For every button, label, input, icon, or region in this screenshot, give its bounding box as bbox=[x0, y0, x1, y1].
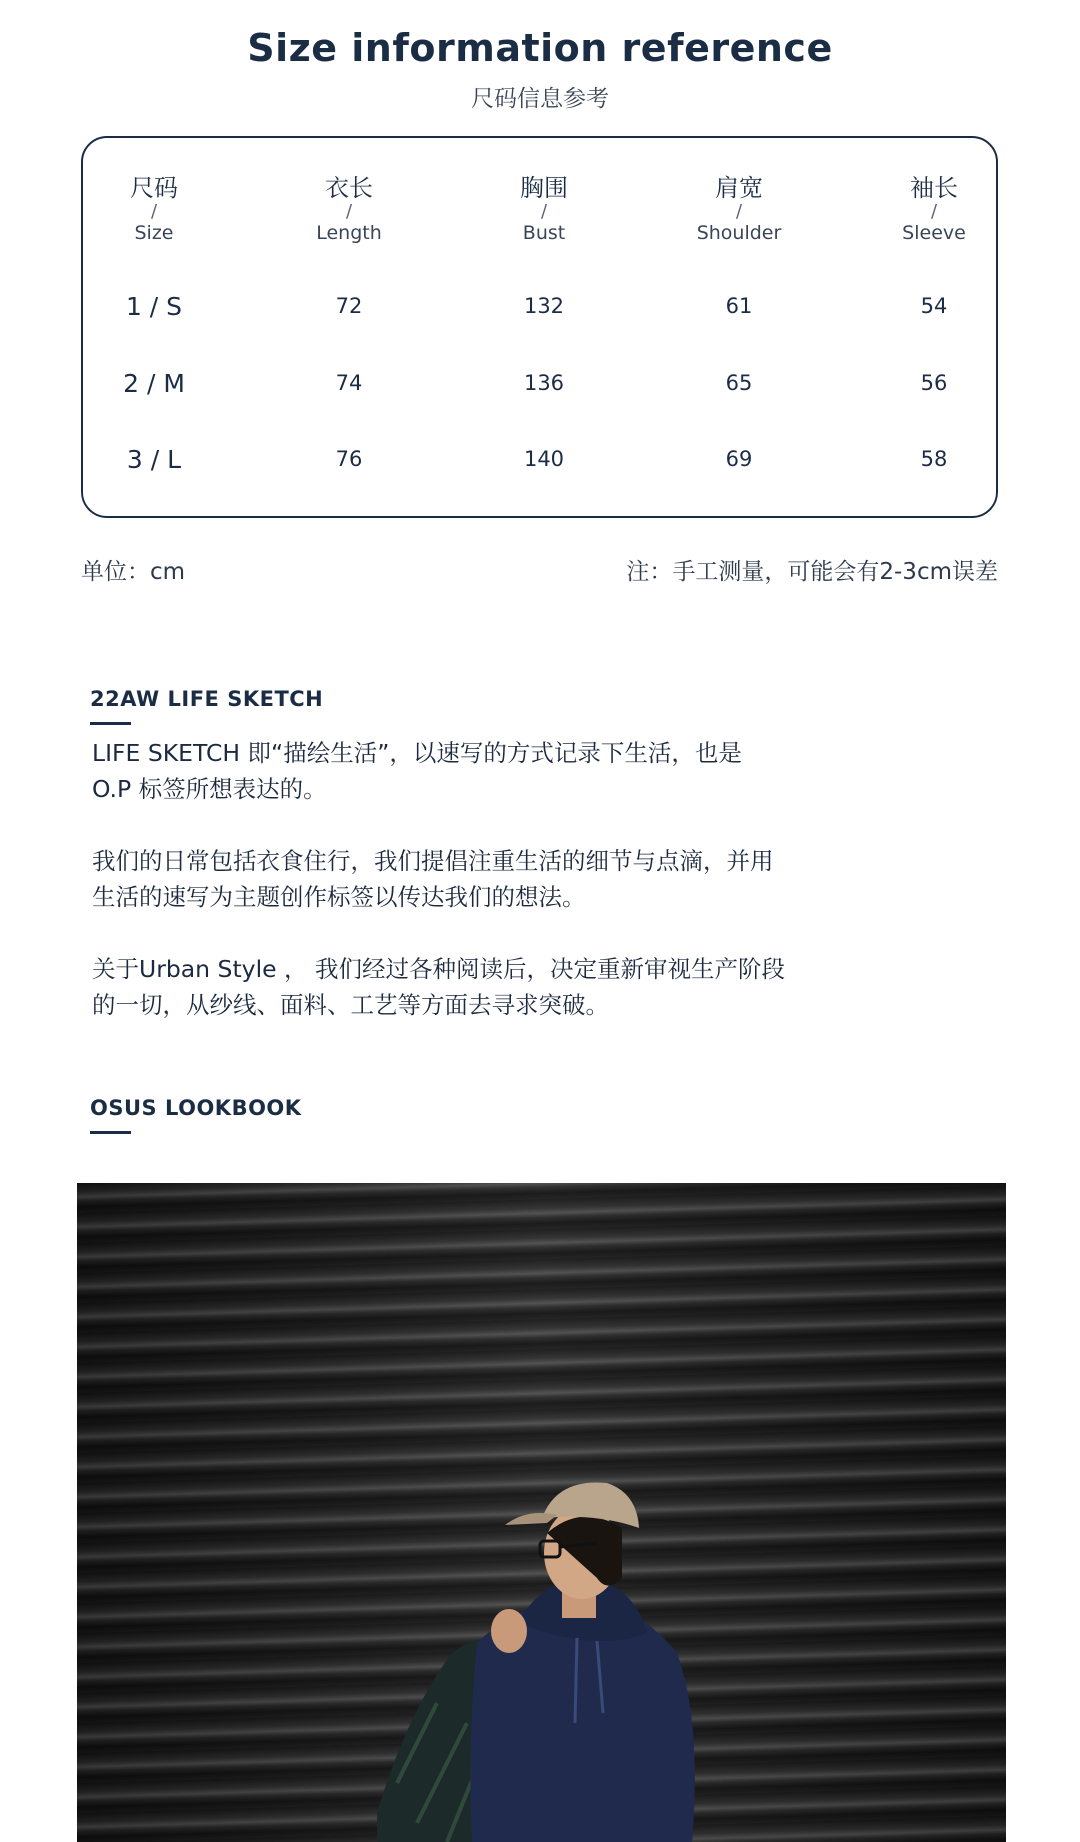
header-bust: 胸围 / Bust bbox=[520, 174, 568, 244]
measurement-note: 注：手工测量，可能会有2-3cm误差 bbox=[626, 559, 998, 585]
size-cell-s: 1 / S bbox=[125, 292, 183, 321]
lookbook-photo bbox=[77, 1183, 1006, 1842]
sketch-paragraph-2: 我们的日常包括衣食住行，我们提倡注重生活的细节与点滴，并用 生活的速写为主题创作标签以传达我们的想法。 bbox=[92, 847, 774, 911]
length-cell: 72 bbox=[335, 294, 363, 318]
sleeve-cell: 58 bbox=[920, 447, 948, 471]
shoulder-cell: 65 bbox=[725, 371, 753, 395]
sketch-section-title: 22AW LIFE SKETCH bbox=[90, 687, 324, 711]
size-table-card bbox=[81, 136, 998, 518]
sketch-paragraph-1: LIFE SKETCH 即“描绘生活”，以速写的方式记录下生活，也是 O.P 标签所想表达的。 bbox=[92, 739, 742, 803]
sketch-paragraph-3: 关于Urban Style ， 我们经过各种阅读后，决定重新审视生产阶段 的一切，从纱线、面料、工艺等方面去寻求突破。 bbox=[92, 955, 786, 1019]
page-title-cn: 尺码信息参考 bbox=[471, 86, 609, 112]
length-cell: 74 bbox=[335, 371, 363, 395]
bust-cell: 140 bbox=[523, 447, 565, 471]
lookbook-title-underline bbox=[90, 1131, 131, 1134]
page-title-en: Size information reference bbox=[247, 26, 833, 70]
sketch-title-underline bbox=[90, 722, 131, 725]
header-size: 尺码 / Size bbox=[130, 174, 178, 244]
shoulder-cell: 69 bbox=[725, 447, 753, 471]
model-figure bbox=[77, 1183, 1006, 1842]
bust-cell: 136 bbox=[523, 371, 565, 395]
bust-cell: 132 bbox=[523, 294, 565, 318]
lookbook-section-title: OSUS LOOKBOOK bbox=[90, 1096, 302, 1120]
sleeve-cell: 56 bbox=[920, 371, 948, 395]
header-length: 衣长 / Length bbox=[316, 174, 382, 244]
unit-label: 单位：cm bbox=[81, 559, 186, 585]
size-cell-l: 3 / L bbox=[126, 445, 182, 474]
sleeve-cell: 54 bbox=[920, 294, 948, 318]
length-cell: 76 bbox=[335, 447, 363, 471]
header-sleeve: 袖长 / Sleeve bbox=[902, 174, 966, 244]
shoulder-cell: 61 bbox=[725, 294, 753, 318]
header-shoulder: 肩宽 / Shoulder bbox=[696, 174, 782, 244]
size-cell-m: 2 / M bbox=[123, 369, 185, 398]
